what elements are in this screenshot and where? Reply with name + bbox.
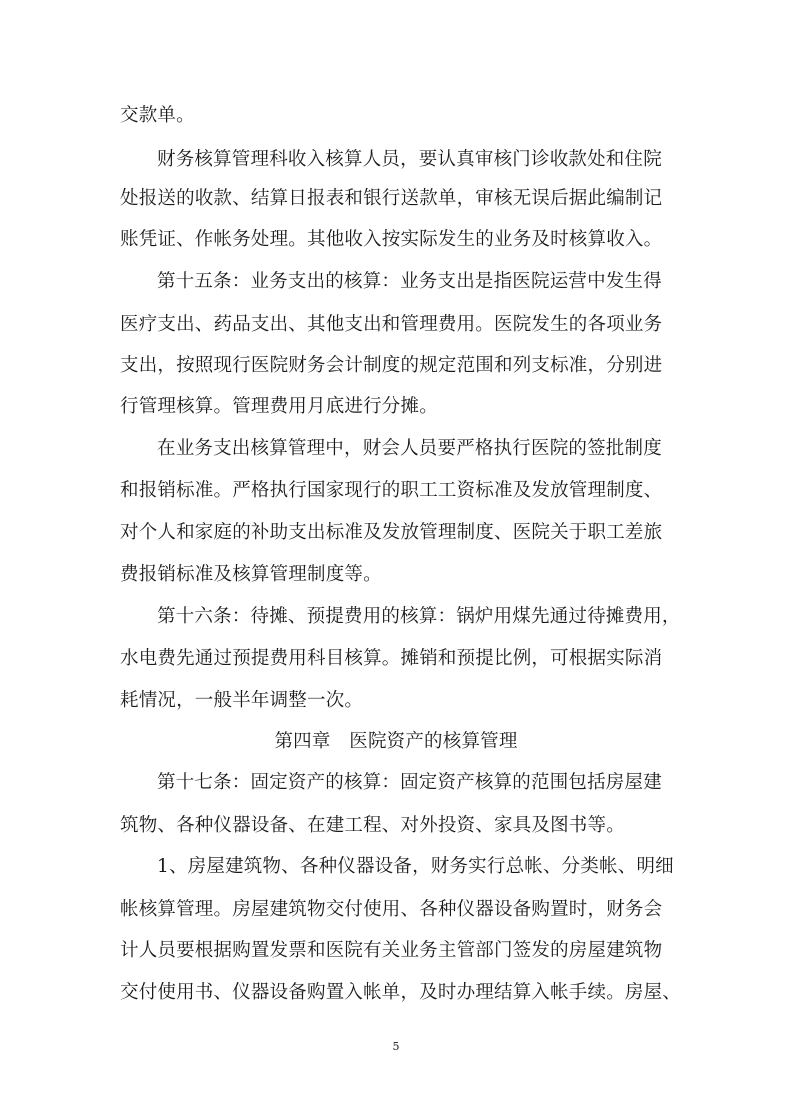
text-line: 交付使用书、仪器设备购置入帐单，及时办理结算入帐手续。房屋、 — [120, 982, 682, 1003]
text-line: 账凭证、作帐务处理。其他收入按实际发生的业务及时核算收入。 — [120, 229, 663, 250]
text-line: 耗情况，一般半年调整一次。 — [120, 690, 364, 711]
text-line: 筑物、各种仪器设备、在建工程、对外投资、家具及图书等。 — [120, 815, 625, 836]
text-line: 医疗支出、药品支出、其他支出和管理费用。医院发生的各项业务 — [120, 314, 663, 335]
list-item-1-line: 1、房屋建筑物、各种仪器设备，财务实行总帐、分类帐、明细 — [157, 856, 674, 877]
text-line: 计人员要根据购置发票和医院有关业务主管部门签发的房屋建筑物 — [120, 940, 663, 961]
text-line: 帐核算管理。房屋建筑物交付使用、各种仪器设备购置时，财务会 — [120, 899, 663, 920]
paragraph-first-line: 财务核算管理科收入核算人员，要认真审核门诊收款处和住院 — [157, 149, 662, 170]
text-line: 和报销标准。严格执行国家现行的职工工资标准及发放管理制度、 — [120, 480, 663, 501]
text-line: 对个人和家庭的补助支出标准及发放管理制度、医院关于职工差旅 — [120, 522, 663, 543]
article-16-line: 第十六条：待摊、预提费用的核算：锅炉用煤先通过待摊费用， — [157, 606, 681, 627]
paragraph-first-line: 在业务支出核算管理中，财会人员要严格执行医院的签批制度 — [157, 438, 662, 459]
chapter-4-heading: 第四章 医院资产的核算管理 — [274, 731, 518, 752]
text-line: 处报送的收款、结算日报表和银行送款单，审核无误后据此编制记 — [120, 188, 663, 209]
article-17-line: 第十七条：固定资产的核算：固定资产核算的范围包括房屋建 — [157, 772, 662, 793]
page-number: 5 — [392, 1040, 400, 1053]
text-line: 水电费先通过预提费用科目核算。摊销和预提比例，可根据实际消 — [120, 648, 663, 669]
article-15-line: 第十五条：业务支出的核算：业务支出是指医院运营中发生得 — [157, 271, 662, 292]
text-line: 费报销标准及核算管理制度等。 — [120, 564, 382, 585]
text-line: 行管理核算。管理费用月底进行分摊。 — [120, 396, 438, 417]
text-line: 支出，按照现行医院财务会计制度的规定范围和列支标准，分别进 — [120, 355, 663, 376]
text-line: 交款单。 — [120, 105, 195, 126]
